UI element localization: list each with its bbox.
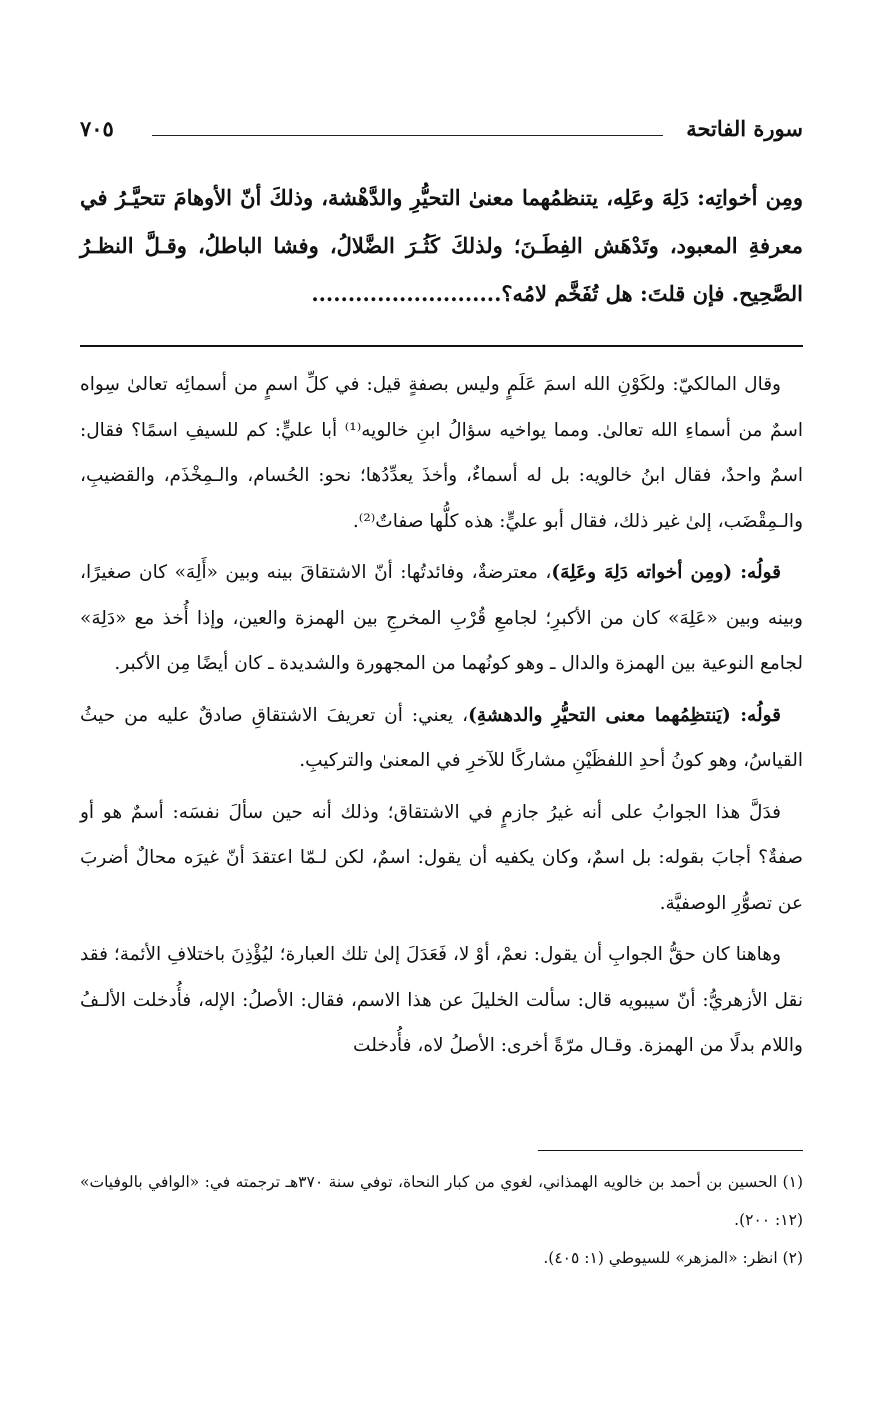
quoted-lemma: قولُه: (يَنتظِمُهما معنى التحيُّرِ والدهشةِ) (468, 704, 781, 726)
footnote-2: (٢) انظر: «المزهر» للسيوطي (١: ٤٠٥). (543, 1249, 803, 1267)
commentary-paragraph-2 (80, 550, 803, 687)
footnote-rule (538, 1150, 803, 1151)
commentary-text: ، يعني: أن تعريفَ الاشتقاقِ صادقٌ عليه من حيثُ القياسُ، وهو كونُ أحدِ اللفظَيْنِ مشاركًا للآخرِ في المعنىٰ والتركيبِ. (80, 704, 803, 771)
matn-paragraph: ومِن أخواتِه: دَلِهَ وعَلِه، يتنظمُهما معنىٰ التحيُّرِ والدَّهْشة، وذلكَ أنّ الأوهامَ تتحيَّـرُ في معرفةِ المعبود، وتَدْهَش الفِطَـنَ؛ ولذلكَ كَثُـرَ الضَّلالُ، وفشا الباطلُ، وقـلَّ النظـرُ الصَّحِيح. فإن قلتَ: هل تُفَخَّم لامُه؟.......................... (80, 185, 803, 306)
footnotes (80, 1163, 803, 1277)
footnote-1: (١) الحسين بن أحمد بن خالويه الهمذاني، لغوي من كبار النحاة، توفي سنة ٣٧٠هـ ترجمته في: «الوافي بالوفيات» (١٢: ٢٠٠). (80, 1173, 803, 1229)
commentary-text: ، معترضةٌ، وفائدتُها: أنّ الاشتقاقَ بينه وبين «أَلِهَ» كان صغيرًا، وبينه وبين «عَلِهَ» كان من الأكبرِ؛ لجامعِ قُرْبِ المخرجِ بين الهمزة والعين، وإذا أُخذ مع «دَلِهَ» لجامع النوعية بين الهمزة والدال ـ وهو كونُهما من المجهورة والشديدة ـ كان أيضًا مِن الأكبر. (80, 562, 803, 674)
page-number: ٧٠٥ (80, 116, 114, 141)
commentary-paragraph-1: وقال المالكيّ: ولكَوْنِ الله اسمَ عَلَمٍ وليس بصفةٍ قيل: في كلِّ اسمٍ من أسمائِه تعالىٰ سِواه اسمٌ من أسماءِ الله تعالىٰ. ومما يواخيه سؤالُ ابنِ خالويه⁽¹⁾ أبا عليٍّ: كم للسيفِ اسمًا؟ فقال: اسمٌ واحدٌ، فقال ابنُ خالويه: بل له أسماءٌ، وأخذَ يعدِّدُها؛ نحو: الحُسام، والـمِخْذَم، والقضيبِ، والـمِقْضَب، إلىٰ غير ذلك، فقال أبو عليٍّ: هذه كلُّها صفاتٌ⁽²⁾. (80, 374, 803, 532)
quoted-lemma: قولُه: (ومِن أخواته دَلِهَ وعَلِهَ) (551, 562, 781, 583)
main-text (80, 174, 803, 318)
commentary-paragraph-4: فدَلَّ هذا الجوابُ على أنه غيرُ جازمٍ في الاشتقاق؛ وذلك أنه حين سألَ نفسَه: أسمٌ هو أو صفةٌ؟ أجابَ بقوله: بل اسمٌ، وكان يكفيه أن يقول: اسمٌ، لكن لـمّا اعتقدَ أنّ غيرَه محالٌ أضربَ عن تصوُّرِ الوصفيَّة. (80, 801, 803, 914)
running-header (80, 116, 803, 156)
commentary-paragraph-3 (80, 693, 803, 784)
header-rule (152, 135, 663, 136)
section-divider (80, 345, 803, 347)
commentary-paragraph-5: وهاهنا كان حقُّ الجوابِ أن يقول: نعمْ، أوْ لا، فَعَدَلَ إلىٰ تلك العبارة؛ ليُؤْذِنَ باختلافِ الأئمة؛ فقد نقل الأزهريُّ: أنّ سيبويه قال: سألت الخليلَ عن هذا الاسم، فقال: الأصلُ: الإله، فأُدخلت الألـفُ واللام بدلًا من الهمزة. وقـال مرّةً أخرى: الأصلُ لاه، فأُدخلت (80, 944, 803, 1056)
commentary (80, 362, 803, 1075)
surah-title: سورة الفاتحة (686, 116, 803, 141)
